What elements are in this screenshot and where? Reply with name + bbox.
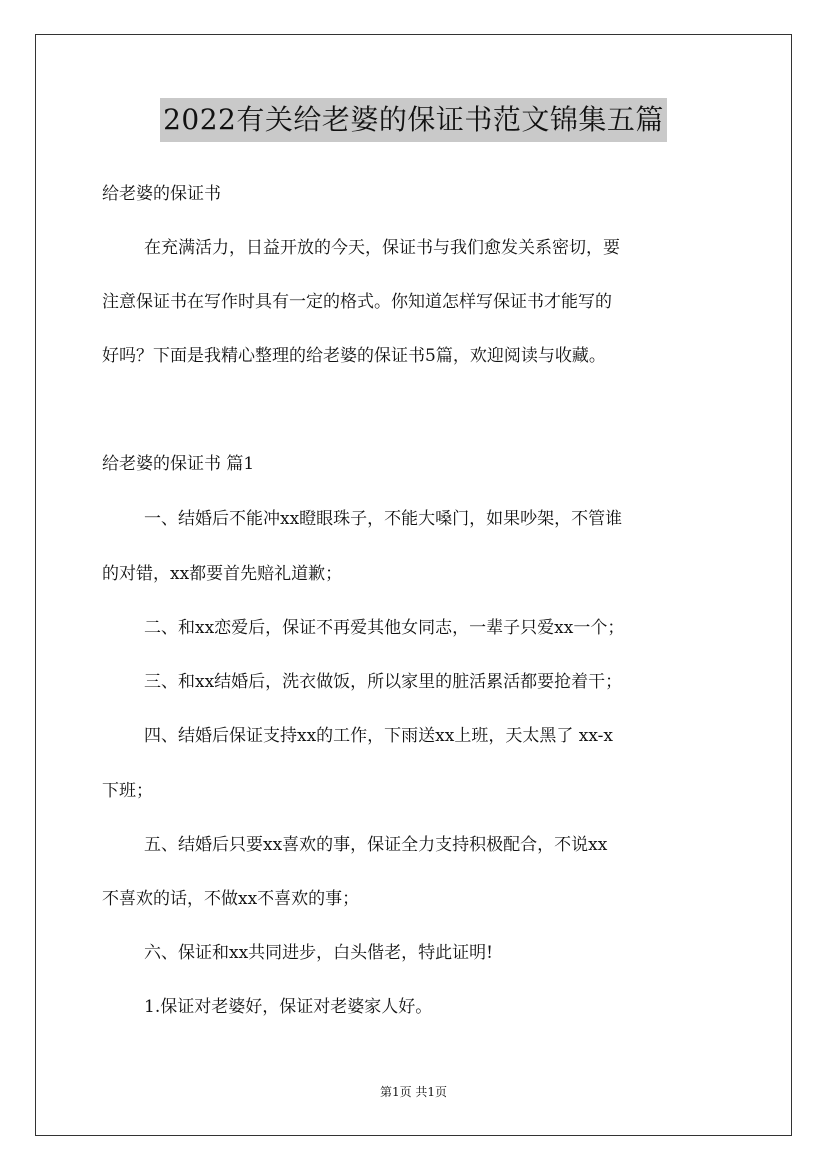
paragraph-line: 的对错，xx都要首先赔礼道歉； — [102, 564, 343, 584]
paragraph-line: 下班； — [102, 781, 153, 801]
intro-line-1: 在充满活力，日益开放的今天，保证书与我们愈发关系密切，要 — [144, 238, 620, 258]
document-heading: 给老婆的保证书 — [102, 184, 221, 204]
paragraph-line: 二、和xx恋爱后，保证不再爱其他女同志，一辈子只爱xx一个； — [144, 618, 625, 638]
paragraph-line: 一、结婚后不能冲xx瞪眼珠子，不能大嗓门，如果吵架，不管谁 — [144, 509, 623, 529]
intro-line-3: 好吗？下面是我精心整理的给老婆的保证书5篇，欢迎阅读与收藏。 — [102, 346, 606, 366]
paragraph-line: 1.保证对老婆好，保证对老婆家人好。 — [144, 997, 433, 1017]
paragraph-line: 五、结婚后只要xx喜欢的事，保证全力支持积极配合，不说xx — [144, 835, 608, 855]
paragraph-line: 六、保证和xx共同进步，白头偕老，特此证明! — [144, 943, 494, 963]
page-footer: 第1页 共1页 — [379, 1085, 448, 1099]
section-title: 给老婆的保证书 篇1 — [102, 454, 255, 474]
document-title: 2022有关给老婆的保证书范文锦集五篇 — [160, 98, 667, 142]
intro-line-2: 注意保证书在写作时具有一定的格式。你知道怎样写保证书才能写的 — [102, 292, 612, 312]
paragraph-line: 四、结婚后保证支持xx的工作，下雨送xx上班，天太黑了 xx-x — [144, 726, 613, 746]
paragraph-line: 三、和xx结婚后，洗衣做饭，所以家里的脏活累活都要抢着干； — [144, 672, 623, 692]
paragraph-line: 不喜欢的话，不做xx不喜欢的事； — [102, 889, 360, 909]
title-container — [0, 98, 827, 142]
